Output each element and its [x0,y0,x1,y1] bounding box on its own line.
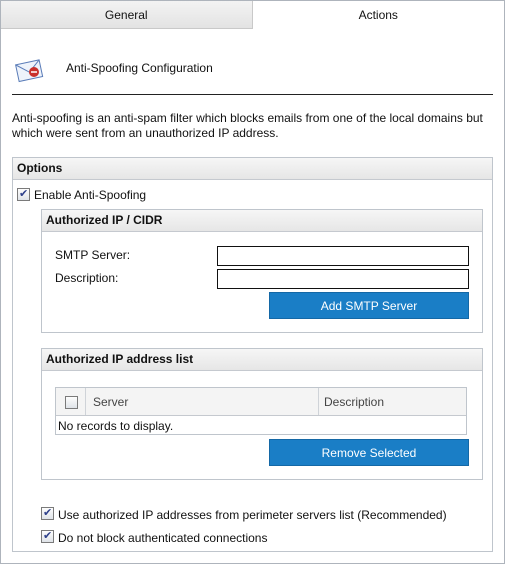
description-text: Anti-spoofing is an anti-spam filter which blocks emails from one of the local domains but which were sent from an unauthorized IP address. [12,111,483,140]
no-records-text: No records to display. [58,419,174,433]
tab-general[interactable]: General [1,1,253,29]
column-header-server[interactable]: Server [93,395,129,409]
enable-antispoofing-label: Enable Anti-Spoofing [34,188,147,202]
no-block-auth-checkbox[interactable] [41,530,54,543]
select-all-checkbox[interactable] [65,396,78,409]
smtp-server-input[interactable] [217,246,469,266]
use-perimeter-checkbox[interactable] [41,507,54,520]
no-block-auth-label: Do not block authenticated connections [58,531,268,545]
smtp-server-label: SMTP Server: [55,248,131,262]
page-title: Anti-Spoofing Configuration [66,61,213,75]
authorized-list-header: Authorized IP address list [42,349,482,371]
column-divider [318,388,319,415]
tab-bar [1,1,504,29]
page-header [12,50,492,90]
column-divider [85,388,86,415]
add-smtp-server-button[interactable]: Add SMTP Server [269,292,469,319]
remove-selected-button[interactable]: Remove Selected [269,439,469,466]
description-input[interactable] [217,269,469,289]
tab-actions[interactable]: Actions [253,1,505,29]
grid-header [56,388,466,416]
authorized-ip-grid [55,387,467,435]
options-header: Options [13,158,492,180]
description-label: Description: [55,271,119,285]
authorized-ip-header: Authorized IP / CIDR [42,210,482,232]
use-perimeter-label: Use authorized IP addresses from perimeter servers list (Recommended) [58,508,447,522]
envelope-spoof-icon [14,54,46,86]
grid-body [56,416,466,435]
column-header-description[interactable]: Description [324,395,385,409]
header-divider [12,94,493,95]
enable-antispoofing-checkbox[interactable] [17,188,30,201]
